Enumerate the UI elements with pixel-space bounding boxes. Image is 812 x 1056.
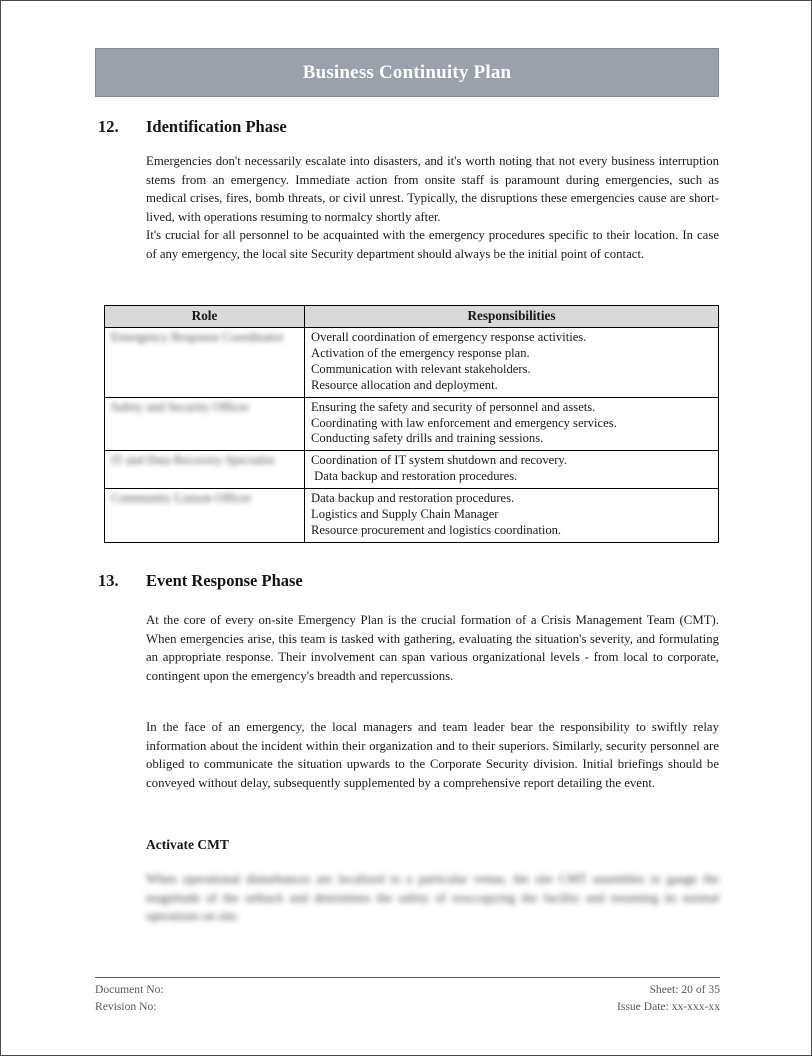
responsibility-line: Conducting safety drills and training sessions. [311,431,544,446]
activate-cmt-subheading: Activate CMT [146,837,229,852]
responsibilities-cell [305,397,719,451]
roles-responsibilities-table [104,305,719,543]
responsibilities-column-header: Responsibilities [305,306,719,328]
responsibility-line: Coordinating with law enforcement and emergency services. [311,415,617,430]
section-12-number: 12. [98,117,119,136]
responsibility-line: Overall coordination of emergency response activities. [311,330,587,344]
responsibility-line: Ensuring the safety and security of personnel and assets. [311,399,596,414]
table-header-row [105,306,719,328]
redacted-paragraph-text: When operational disturbances are localized to a particular venue, the site CMT assembles to gauge the magnitude of the setback and determines the safety of reoccupying the facility and resuming its normal operations on site. [146,872,719,924]
responsibility-line: Data backup and restoration procedures. [311,491,515,506]
redacted-paragraph [146,870,719,926]
page-footer [95,977,720,1015]
role-cell [105,489,305,543]
responsibilities-cell [305,489,719,543]
paragraph: It's crucial for all personnel to be acquainted with the emergency procedures specific to their location. In case of any emergency, the local site Security department should always be the initial point of contact. [146,228,719,261]
section-12-heading [98,117,718,137]
paragraph: Emergencies don't necessarily escalate into disasters, and it's worth noting that not every business interruption stems from an emergency. Immediate action from onsite staff is paramount during emergencies, such as medical crises, fires, bomb threats, or civil unrest. Typically, the disruptions these emergencies cause are short-lived, with operations resuming to normalcy shortly after. [146,154,719,224]
table-row [105,489,719,543]
redacted-role-text: Community Liaison Officer [111,491,252,506]
table-row [105,328,719,398]
document-title: Business Continuity Plan [302,61,512,83]
paragraph: In the face of an emergency, the local managers and team leader bear the responsibility to swiftly relay information about the incident within their organization and to their superiors. Similarly, security personnel are obliged to communicate the situation upwards to the Corporate Security division. Initial briefings should be conveyed without delay, subsequently supplemented by a comprehensive report detailing the event. [146,720,719,790]
footer-left [95,981,164,1015]
role-cell [105,328,305,398]
responsibility-line: Activation of the emergency response plan. [311,345,530,360]
responsibility-line: Data backup and restoration procedures. [311,469,518,484]
redacted-role-text: Emergency Response Coordinator [111,330,284,344]
paragraph: At the core of every on-site Emergency Plan is the crucial formation of a Crisis Management Team (CMT). When emergencies arise, this team is tasked with gathering, evaluating the situation's severity, and formulating an appropriate response. Their involvement can span various organizational levels - from local to corporate, contingent upon the emergency's breadth and repercussions. [146,613,719,683]
footer-right [617,981,720,1015]
section-13-paragraph-2 [146,718,719,792]
section-12-paragraphs [146,152,719,264]
role-cell [105,397,305,451]
title-banner [95,48,719,97]
table-row [105,451,719,489]
section-13-heading [98,571,718,591]
sheet-number: Sheet: 20 of 35 [649,983,720,996]
issue-date: Issue Date: xx-xxx-xx [616,1000,720,1013]
table-row [105,397,719,451]
section-13-number: 13. [98,571,119,590]
document-no-label: Document No: [95,983,164,996]
role-column-header: Role [105,306,305,328]
redacted-role-text: IT and Data Recovery Specialist [111,453,275,468]
section-13-title: Event Response Phase [146,571,303,590]
responsibility-line: Coordination of IT system shutdown and recovery. [311,453,568,468]
role-cell [105,451,305,489]
responsibility-line: Logistics and Supply Chain Manager [311,507,499,522]
responsibility-line: Communication with relevant stakeholders. [311,361,531,376]
responsibilities-cell [305,328,719,398]
section-12-title: Identification Phase [146,117,287,136]
revision-no-label: Revision No: [95,1000,157,1013]
redacted-role-text: Safety and Security Officer [111,399,249,414]
responsibilities-cell [305,451,719,489]
responsibility-line: Resource allocation and deployment. [311,377,498,392]
section-13-paragraph-1 [146,611,719,685]
responsibility-line: Resource procurement and logistics coordination. [311,522,562,537]
